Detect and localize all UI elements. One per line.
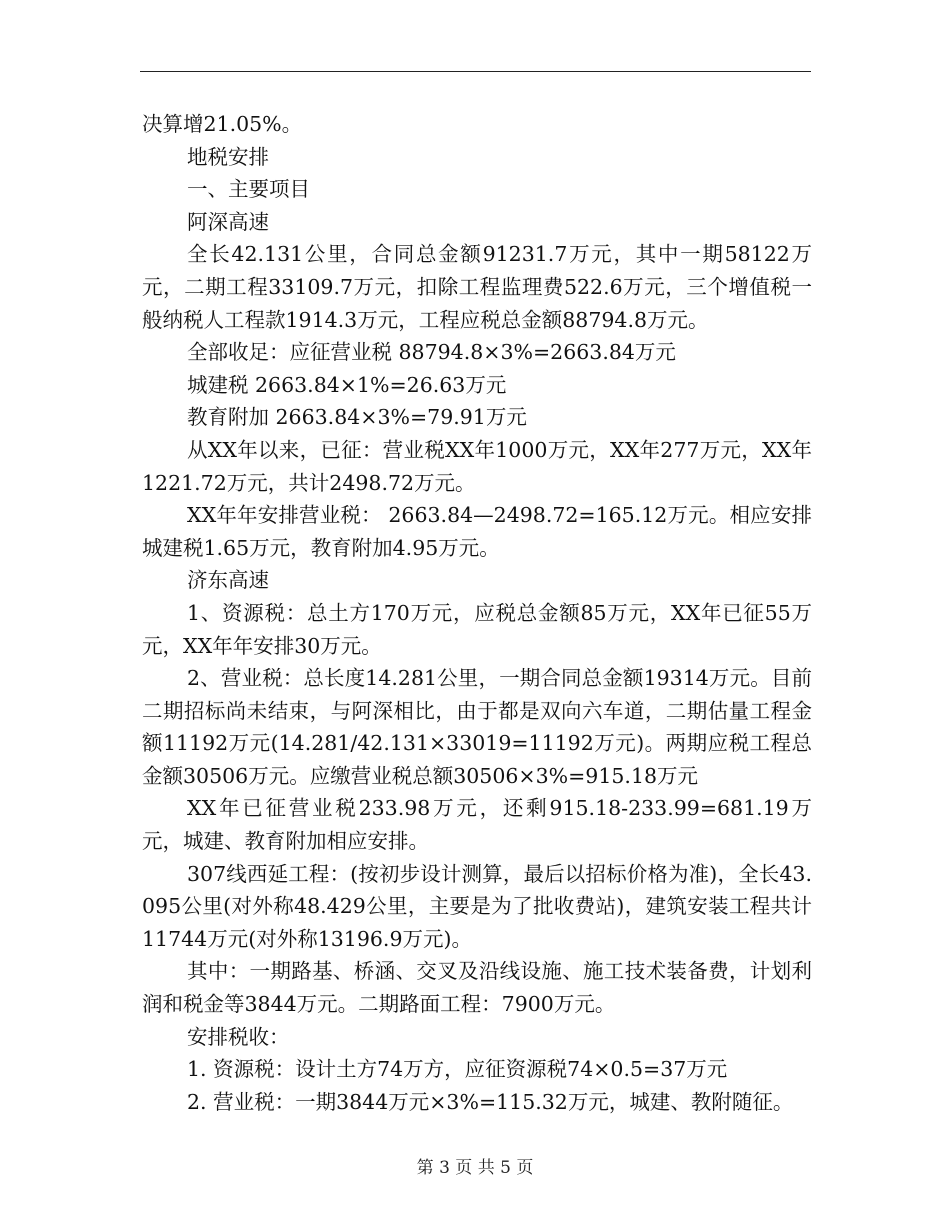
paragraph: 从XX年以来，已征：营业税XX年1000万元，XX年277万元，XX年1221.72万元，共计2498.72万元。 bbox=[142, 437, 812, 495]
paragraph: 教育附加 2663.84×3%=79.91万元 bbox=[187, 405, 527, 430]
section-heading: 安排税收： bbox=[187, 1024, 290, 1049]
section-heading: 济东高速 bbox=[187, 568, 269, 593]
list-item: 2. 营业税：一期3844万元×3%=115.32万元，城建、教附随征。 bbox=[187, 1089, 794, 1114]
paragraph: 其中：一期路基、桥涵、交叉及沿线设施、施工技术装备费，计划利润和税金等3844万元。二期路面工程：7900万元。 bbox=[142, 959, 812, 1017]
paragraph: 2、营业税：总长度14.281公里，一期合同总金额19314万元。目前二期招标尚未结束，与阿深相比，由于都是双向六车道，二期估量工程金额11192万元(14.281/42.131×33019=11192万元)。两期应税工程总金额30506万元。应缴营业税总额30506×3%=915.18万元 bbox=[142, 666, 812, 788]
paragraph: 1、资源税：总土方170万元，应税总金额85万元，XX年已征55万元，XX年年安排30万元。 bbox=[142, 600, 812, 658]
section-heading: 地税安排 bbox=[187, 144, 269, 169]
section-heading: 阿深高速 bbox=[187, 209, 269, 234]
paragraph: 全部收足：应征营业税 88794.8×3%=2663.84万元 bbox=[187, 340, 676, 365]
paragraph: 城建税 2663.84×1%=26.63万元 bbox=[187, 372, 507, 397]
page-footer: 第 3 页 共 5 页 bbox=[416, 1158, 534, 1178]
section-heading: 一、主要项目 bbox=[187, 177, 310, 202]
paragraph: 全长42.131公里，合同总金额91231.7万元，其中一期58122万元，二期工程33109.7万元，扣除工程监理费522.6万元，三个增值税一般纳税人工程款1914.3万元，工程应税总金额88794.8万元。 bbox=[142, 242, 812, 332]
list-item: 1. 资源税：设计土方74万方，应征资源税74×0.5=37万元 bbox=[187, 1057, 728, 1082]
header-rule bbox=[140, 71, 811, 72]
paragraph: XX年年安排营业税： 2663.84—2498.72=165.12万元。相应安排城建税1.65万元，教育附加4.95万元。 bbox=[142, 503, 812, 560]
paragraph: 决算增21.05%。 bbox=[142, 112, 303, 136]
document-body bbox=[142, 108, 812, 1118]
paragraph: XX年已征营业税233.98万元，还剩915.18-233.99=681.19万元，城建、教育附加相应安排。 bbox=[142, 796, 812, 854]
paragraph: 307线西延工程：(按初步设计测算，最后以招标价格为准)，全长43.095公里(对外称48.429公里，主要是为了批收费站)，建筑安装工程共计11744万元(对外称13196.9万元)。 bbox=[142, 861, 812, 951]
